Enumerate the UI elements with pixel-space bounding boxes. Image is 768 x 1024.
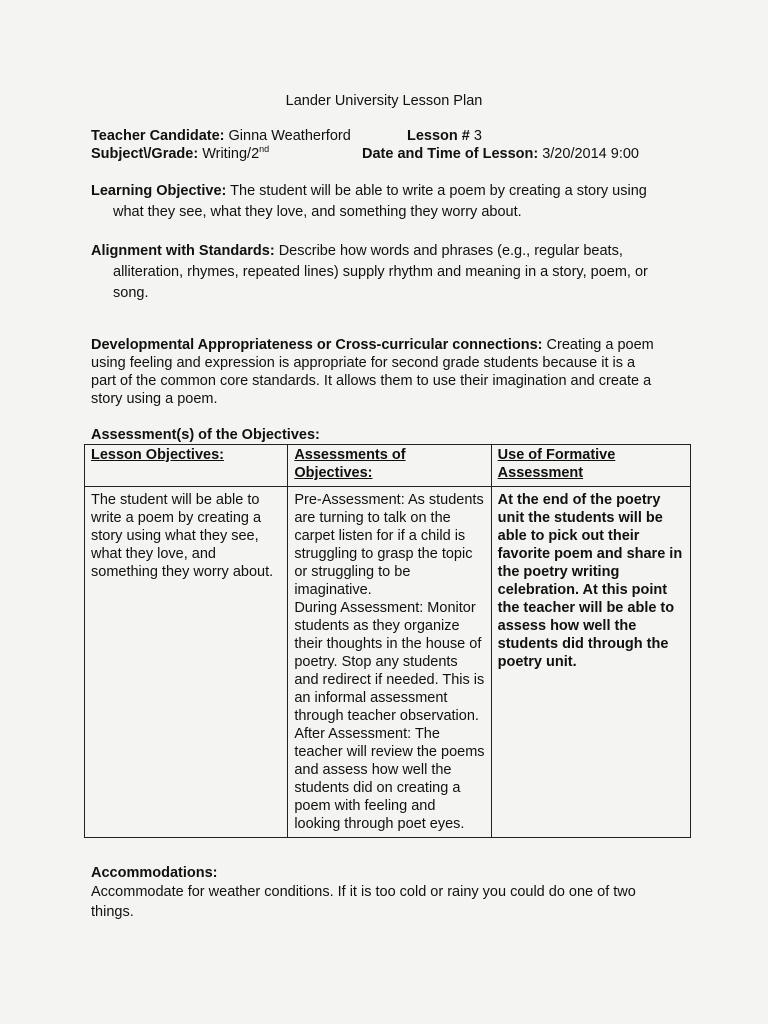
developmental-appropriateness [91, 336, 691, 408]
teacher-value: Ginna Weatherford [228, 128, 351, 144]
subject-line [91, 145, 269, 163]
accommodations-label: Accommodations: [91, 865, 218, 881]
date-label: Date and Time of Lesson: [362, 146, 539, 162]
after-assessment: After Assessment: The teacher will review the poems and assess how well the students did on creating a poem with feeling and looking through poet eyes. [294, 726, 485, 832]
formative-assessment-cell: At the end of the poetry unit the students will be able to pick out their favorite poem and share in the poetry writing celebration. At this point the teacher will be able to assess how well the students did through the poetry unit. [491, 487, 690, 838]
date-line [362, 145, 639, 163]
accommodations [91, 864, 691, 922]
developmental-first-line [91, 336, 691, 354]
assessment-label: Assessment(s) of the Objectives: [91, 427, 320, 443]
teacher-label: Teacher Candidate: [91, 128, 225, 144]
accommodations-heading [91, 864, 691, 882]
table-row [85, 487, 691, 838]
developmental-line1: Creating a poem [546, 337, 654, 353]
lesson-label: Lesson # [407, 128, 470, 144]
developmental-line4: story using a poem. [91, 391, 218, 407]
developmental-line3: part of the common core standards. It allows them to use their imagination and create a [91, 373, 652, 389]
alignment-line1: Describe how words and phrases (e.g., regular beats, [278, 243, 623, 259]
header-lesson-objectives: Lesson Objectives: [85, 445, 288, 487]
assessments-cell [288, 487, 491, 838]
subject-label: Subject\/Grade: [91, 146, 199, 162]
during-assessment: During Assessment: Monitor students as they organize their thoughts in the house of poetry. Stop any students and redirect if needed. This is an informal assessment through teacher observation. [294, 600, 485, 724]
alignment-standards [91, 241, 681, 304]
header-formative-assessment: Use of Formative Assessment [491, 445, 690, 487]
alignment-line3: song. [113, 285, 149, 301]
developmental-line2: using feeling and expression is appropriate for second grade students because it is a [91, 355, 636, 371]
header-assessments-of-objectives: Assessments of Objectives: [288, 445, 491, 487]
lesson-objective-cell: The student will be able to write a poem by creating a story using what they see, what they love, and something they worry about. [85, 487, 288, 838]
table-header-row [85, 445, 691, 487]
assessment-heading [91, 426, 320, 444]
pre-assessment: Pre-Assessment: As students are turning to talk on the carpet listen for if a child is struggling to grasp the topic or struggling to be imaginative. [294, 492, 484, 598]
subject-value: Writing/2 [202, 146, 260, 162]
accommodations-line1: Accommodate for weather conditions. If it is too cold or rainy you could do one of two [91, 884, 636, 900]
learning-objective-label: Learning Objective: [91, 183, 227, 199]
learning-objective-line2: what they see, what they love, and something they worry about. [113, 204, 522, 220]
learning-objective-line1: The student will be able to write a poem by creating a story using [230, 183, 647, 199]
learning-objective [91, 181, 681, 223]
accommodations-line2: things. [91, 904, 134, 920]
document-title: Lander University Lesson Plan [285, 93, 483, 109]
date-value: 3/20/2014 9:00 [542, 146, 639, 162]
subject-superscript: nd [259, 144, 270, 154]
alignment-line2: alliteration, rhymes, repeated lines) supply rhythm and meaning in a story, poem, or [113, 264, 648, 280]
assessment-table [84, 444, 691, 838]
alignment-label: Alignment with Standards: [91, 243, 275, 259]
lesson-line [407, 127, 482, 145]
teacher-line [91, 127, 351, 145]
developmental-label: Developmental Appropriateness or Cross-curricular connections: [91, 337, 543, 353]
lesson-value: 3 [473, 128, 482, 144]
